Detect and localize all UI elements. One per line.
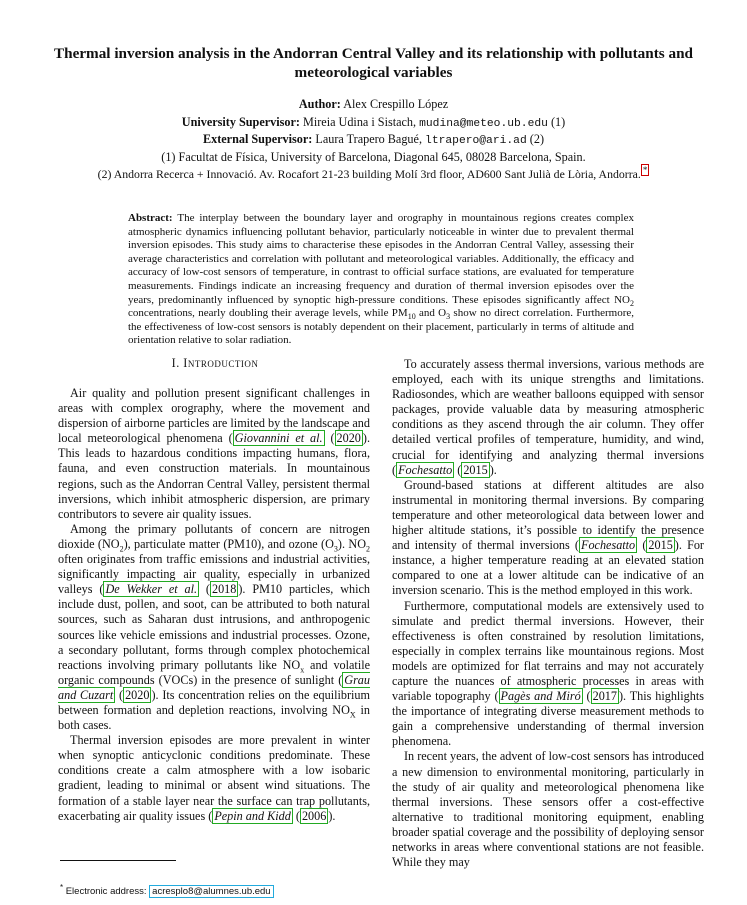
citation-link[interactable]: Pagès and Miró: [500, 689, 581, 704]
subscript: 2: [630, 298, 634, 308]
text: Furthermore, computational models are extensively used to simulate and predict thermal inversions. However, their effectiveness is often constrained by resolution limitations, especially in complex terrains like mountainous regions. Most models are optimized for flat terrains and may not accurately capture the nuances of atmospheric processes in areas with variable topography (: [392, 598, 704, 704]
text: ), particulate matter (PM10), and ozone (O: [123, 536, 334, 551]
footnote-link[interactable]: *: [642, 165, 648, 176]
text: ). For instance, a higher temperature reading at an elevated station compared to one at a lower altitude can be indicative of an inversion scenario. This is the method employed in this work.: [392, 538, 704, 598]
paragraph: To accurately assess thermal inversions, various methods are employed, each with its unique strengths and limitations. Radiosondes, which are weather balloons equipped with sensor packages, provide valuable data by measuring atmospheric conditions as they ascend through the air column. They offer detailed vertical profiles of temperature, humidity, and wind, crucial for identifying and analyzing thermal inversions ( Fochesatto ( 2015 ).: [392, 357, 704, 477]
subscript: 2: [119, 544, 124, 554]
citation-link[interactable]: Giovannini et al.: [234, 431, 323, 446]
footnote-mark: *: [60, 883, 64, 892]
citation-link[interactable]: Grau and Cuzart: [58, 672, 370, 702]
author-name: Alex Crespillo López: [343, 97, 449, 111]
text: and volatile organic compounds (VOCs) in the presence of sunlight (: [58, 657, 370, 687]
citation-year-link[interactable]: 2006: [301, 808, 327, 823]
univ-supervisor-email: mudina@meteo.ub.edu: [419, 118, 548, 130]
citation-link[interactable]: Fochesatto: [398, 462, 453, 477]
paragraph: Furthermore, computational models are extensively used to simulate and predict thermal inversions. However, their effectiveness is often constrained by resolution limitations, especially in complex terrains like mountainous regions. Most models are optimized for flat terrains and may not accurately capture the nuances of atmospheric processes in areas with variable topography ( Pagès and Miró ( 2017 ). This highlights the importance of integrating diverse measurement methods to gain a comprehensive understanding of thermal inversion phenomena.: [392, 598, 704, 749]
abstract-text: The interplay between the boundary layer and orography in mountainous regions creates complex atmospheric dynamics influencing pollutant behavior, particularly noticeable in winter due to prevalent thermal inversion episodes. This study aims to characterise these episodes in the Andorran Central Valley, assessing their average characteristics and correlation with pollutant and meteorological variables. Additionally, the efficacy and accuracy of low-cost sensors of temperature, in contrast to official surface stations, are evaluated for temperature measurements. Findings indicate an increasing frequency and duration of thermal inversion episodes over the years, predominantly influenced by synoptic high-pressure conditions. These episodes significantly affect NO: [128, 212, 634, 306]
author-label: Author:: [298, 97, 341, 111]
citation-year-link[interactable]: 2020: [336, 431, 361, 446]
abstract-text: and O: [415, 307, 447, 320]
text: in both cases.: [58, 702, 370, 733]
paragraph: Among the primary pollutants of concern are nitrogen dioxide $(NO_2)$, particulate matter (PM10), and ozone $(O_3)$. $NO_2$ often originates from traffic emissions and industrial activities, significantly impacting air quality, especially in urbanized valleys ( De Wekker et al. ( 2018 ). PM10 particles, which include dust, pollen, and soot, can be attributed to both natural sources, such as Saharan dust intrusions, and anthropogenic sources like vehicle emissions and industrial processes. Ozone, a secondary pollutant, forms through complex photochemical reactions involving primary pollutants like $NO_x$ and volatile organic compounds (VOCs) in the presence of sunlight ( Grau and Cuzart ( 2020 ). Its concentration relies on the equilibrium between formation and depletion reactions, involving $NO_X$ in both cases.: [58, 521, 370, 733]
subscript: X: [349, 710, 356, 720]
text: To accurately assess thermal inversions, various methods are employed, each with its unique strengths and limitations. Radiosondes, which are weather balloons equipped with sensor packages, provide valuable data by measuring atmospheric conditions as they ascend through the air column. They offer detailed vertical profiles of temperature, humidity, and wind, crucial for identifying and analyzing thermal inversions (: [392, 357, 704, 477]
paragraph: Air quality and pollution present significant challenges in areas with complex orography, where the movement and dispersion of airborne particles are limited by the landscape and local meteorological phenomena ( Giovannini et al. ( 2020 ). This leads to hazardous conditions impacting humans, flora, fauna, and even construction materials. In mountainous regions, such as the Andorran Central Valley, persistent thermal inversions, which inhibit atmospheric dispersion, are primary contributors to severe air quality issues.: [58, 386, 370, 521]
paragraph: In recent years, the advent of low-cost sensors has introduced a new dimension to environmental monitoring, particularly in the study of air quality and meteorological phenomena like thermal inversions. These sensors offer a cost-effective alternative to traditional monitoring equipment, enabling broader spatial coverage and the possibility of deploying sensor networks in areas where conventional stations are not feasible. While they may: [392, 749, 704, 870]
text: Air quality and pollution present significant challenges in areas with complex orography, where the movement and dispersion of airborne particles are limited by the landscape and local meteorological phenomena (: [58, 386, 370, 446]
ext-supervisor-label: External Supervisor:: [202, 132, 313, 146]
citation-year-link[interactable]: 2017: [592, 689, 617, 704]
left-column: [58, 386, 370, 824]
paragraph: Thermal inversion episodes are more prevalent in winter when synoptic anticyclonic conditions predominate. These conditions create a calm atmosphere with a low isobaric gradient, leading to minimal or absent wind situations. The formation of a stable layer near the surface can trap pollutants, exacerbating air quality issues ( Pepin and Kidd ( 2006 ).: [58, 733, 370, 823]
footnote-label: Electronic address:: [65, 886, 147, 898]
univ-supervisor-ref: (1): [550, 115, 566, 129]
text: ). PM10 particles, which include dust, pollen, and soot, can be attributed to both natural sources, such as Saharan dust intrusions, and anthropogenic sources like vehicle emissions and industrial processes. Ozone, a secondary pollutant, forms through complex photochemical reactions involving primary pollutants like NO: [58, 582, 370, 672]
paper-title: Thermal inversion analysis in the Andorran Central Valley and its relationship with pollutants and meteorological variables: [54, 45, 693, 81]
ext-supervisor-email: ltrapero@ari.ad: [425, 135, 527, 147]
affiliation-2-text: (2) Andorra Recerca + Innovació. Av. Rocafort 21-23 building Molí 3rd floor, AD600 Sant Julià de Lòria, Andorra.: [97, 167, 641, 181]
citation-year-link[interactable]: 2015: [648, 538, 673, 553]
subscript: 3: [446, 312, 451, 322]
text: Thermal inversion episodes are more prevalent in winter when synoptic anticyclonic conditions predominate. These conditions create a calm atmosphere with a low isobaric gradient, leading to minimal or absent wind situations. The formation of a stable layer near the surface can trap pollutants, exacerbating air quality issues (: [58, 733, 370, 823]
paragraph: Ground-based stations at different altitudes are also instrumental in monitoring thermal inversions. By comparing temperature and other meteorological data between lower and higher altitude stations, it’s possible to identify the presence and intensity of thermal inversions ( Fochesatto ( 2015 ). For instance, a higher temperature reading at an elevated station compared to one at a lower altitude can be indicative of an inversion scenario. This is the method employed in this work.: [392, 477, 704, 598]
text: ). This leads to hazardous conditions impacting humans, flora, fauna, and even construction materials. In mountainous regions, such as the Andorran Central Valley, persistent thermal inversions, which inhibit atmospheric dispersion, are primary contributors to severe air quality issues.: [58, 431, 370, 521]
external-supervisor-line: [20, 130, 727, 150]
univ-supervisor-name: Mireia Udina i Sistach,: [303, 115, 417, 129]
affiliation-2: [20, 165, 727, 183]
email-link[interactable]: acresplo8@alumnes.ub.edu: [149, 885, 273, 898]
subscript: 2: [366, 544, 370, 554]
citation-year-link[interactable]: 2018: [211, 582, 237, 597]
right-column: [392, 357, 704, 870]
abstract: [128, 212, 634, 348]
subscript: 10: [407, 312, 416, 322]
text: ). Its concentration relies on the equilibrium between formation and depletion reactions, involving NO: [58, 687, 370, 717]
citation-year-link[interactable]: 2015: [463, 462, 488, 477]
citation-link[interactable]: Fochesatto: [581, 538, 636, 553]
univ-supervisor-label: University Supervisor:: [181, 115, 300, 129]
citation-year-link[interactable]: 2020: [125, 687, 150, 702]
citation-link[interactable]: De Wekker et al.: [105, 582, 198, 597]
section-heading: I. Introduction: [171, 356, 259, 370]
footnote: [60, 883, 274, 897]
text: Ground-based stations at different altitudes are also instrumental in monitoring thermal inversions. By comparing temperature and other meteorological data between lower and higher altitude stations, it’s possible to identify the presence and intensity of thermal inversions (: [392, 477, 704, 553]
text: Among the primary pollutants of concern are nitrogen dioxide (NO: [58, 521, 370, 551]
abstract-label: Abstract:: [128, 212, 173, 224]
text: ).: [328, 808, 336, 823]
text: ). This highlights the importance of integrating diverse measurement methods to gain a comprehensive understanding of thermal inversion phenomena.: [392, 689, 704, 749]
subscript: 3: [333, 544, 338, 554]
affiliation-1: (1) Facultat de Física, University of Barcelona, Diagonal 645, 08028 Barcelona, Spain.: [161, 150, 586, 164]
citation-link[interactable]: Pepin and Kidd: [214, 808, 291, 823]
author-line: [20, 95, 727, 113]
text: often originates from traffic emissions and industrial activities, significantly impacting air quality, especially in urbanized valleys (: [58, 552, 370, 597]
ext-supervisor-ref: (2): [529, 132, 545, 146]
subscript: x: [300, 665, 305, 675]
text: ).: [489, 462, 497, 477]
text: ). NO: [337, 536, 366, 551]
abstract-text: concentrations, nearly doubling their average levels, while PM: [128, 307, 408, 320]
ext-supervisor-name: Laura Trapero Bagué,: [315, 132, 422, 146]
footnote-rule: [60, 860, 176, 861]
abstract-text: show no direct correlation. Furthermore, the effectiveness of low-cost sensors is notably dependent on their placement, particularly in terms of altitude and orientation relative to solar radiation.: [128, 307, 635, 347]
